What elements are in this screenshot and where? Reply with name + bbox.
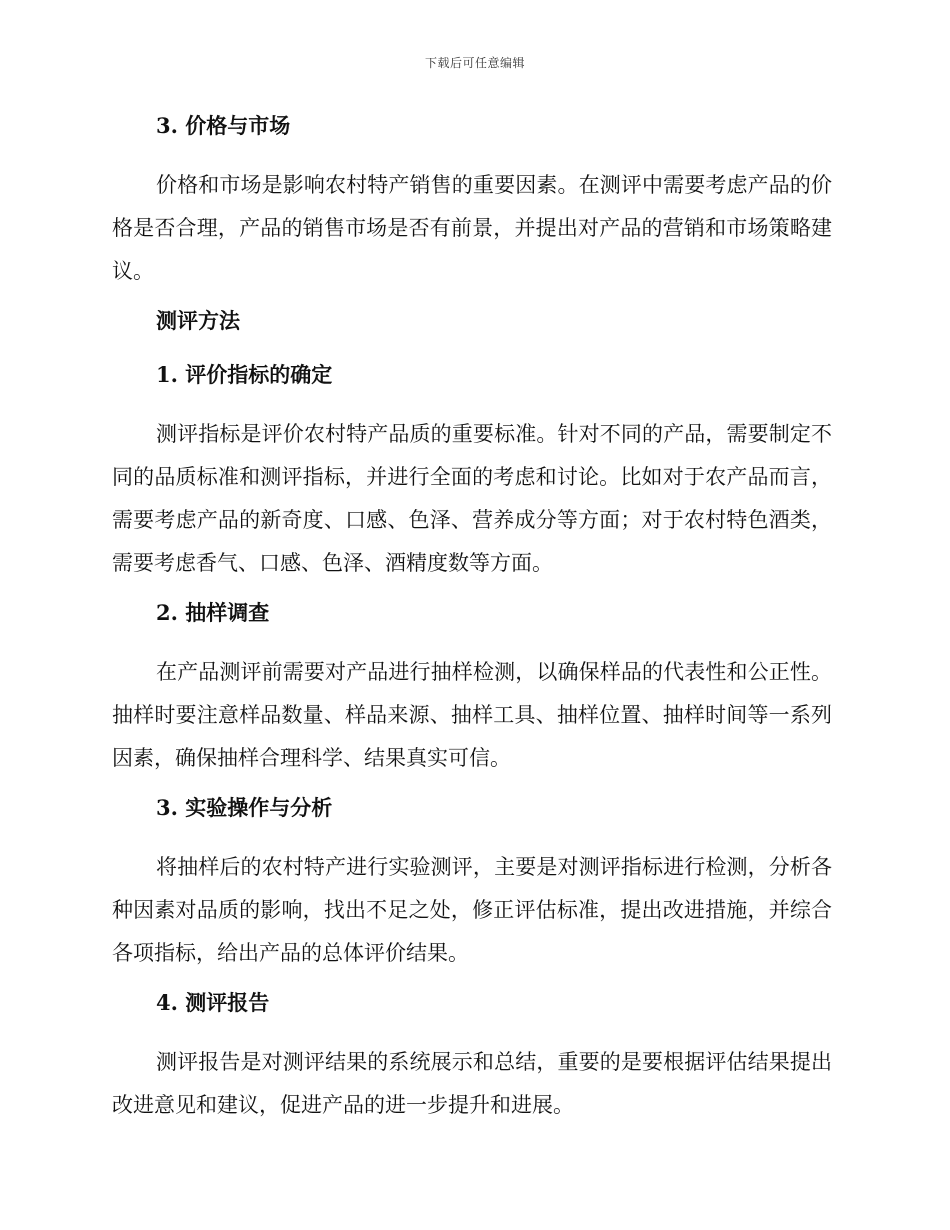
section-heading-price-market: 3. 价格与市场 (156, 113, 291, 138)
section-heading-report: 4. 测评报告 (156, 990, 270, 1015)
paragraph-experiment: 将抽样后的农村特产进行实验测评，主要是对测评指标进行检测，分析各种因素对品质的影响，找出不足之处，修正评估标准，提出改进措施，并综合各项指标，给出产品的总体评价结果。 (112, 855, 832, 965)
document-body (112, 110, 832, 1139)
paragraph-price-market: 价格和市场是影响农村特产销售的重要因素。在测评中需要考虑产品的价格是否合理，产品的销售市场是否有前景，并提出对产品的营销和市场策略建议。 (112, 173, 832, 283)
header-note: 下载后可任意编辑 (424, 56, 525, 70)
section-heading-sampling: 2. 抽样调查 (156, 600, 270, 625)
section-heading-methods: 测评方法 (156, 308, 240, 333)
section-heading-indicators: 1. 评价指标的确定 (156, 362, 333, 387)
paragraph-report: 测评报告是对测评结果的系统展示和总结，重要的是要根据评估结果提出改进意见和建议，促进产品的进一步提升和进展。 (112, 1050, 832, 1117)
section-heading-experiment: 3. 实验操作与分析 (156, 795, 333, 820)
paragraph-sampling: 在产品测评前需要对产品进行抽样检测，以确保样品的代表性和公正性。抽样时要注意样品数量、样品来源、抽样工具、抽样位置、抽样时间等一系列因素，确保抽样合理科学、结果真实可信。 (112, 660, 832, 770)
paragraph-indicators: 测评指标是评价农村特产品质的重要标准。针对不同的产品，需要制定不同的品质标准和测评指标，并进行全面的考虑和讨论。比如对于农产品而言，需要考虑产品的新奇度、口感、色泽、营养成分等方面；对于农村特色酒类，需要考虑香气、口感、色泽、酒精度数等方面。 (112, 422, 832, 575)
